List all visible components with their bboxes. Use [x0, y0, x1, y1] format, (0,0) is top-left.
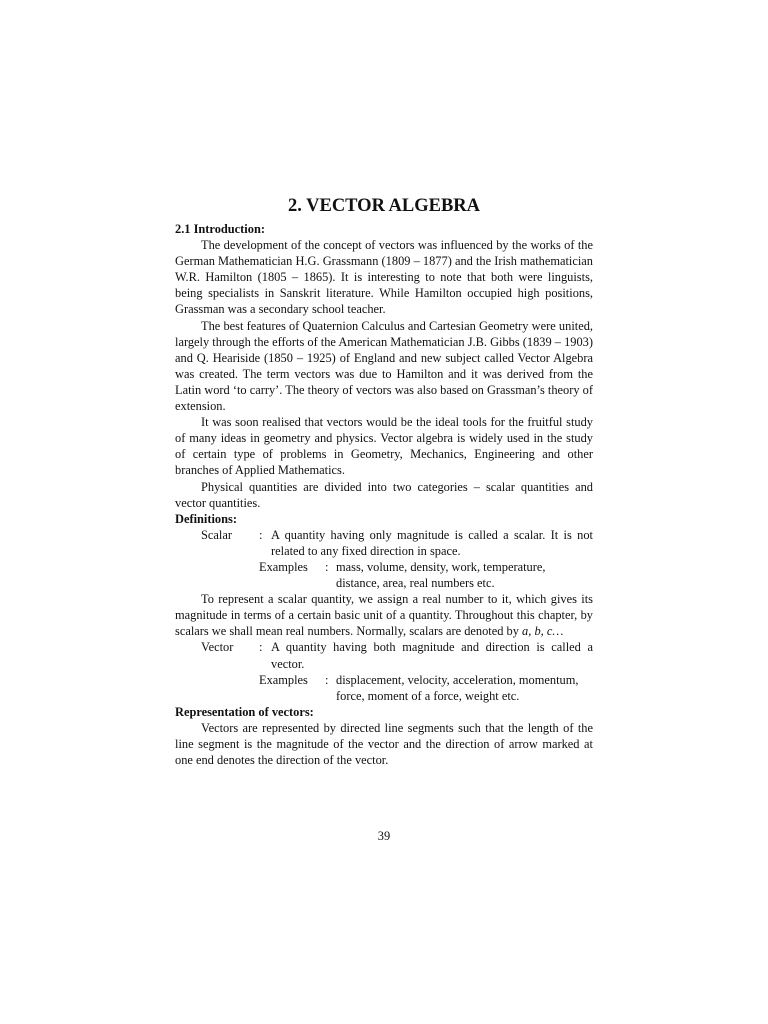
definition-separator: : — [259, 527, 263, 542]
scalar-paragraph-text: To represent a scalar quantity, we assign a real number to it, which gives its magnitude in terms of a certain basic unit of a quantity. Throughout this chapter, by scalars we shall mean real numbers. Normally, scalars are denoted by — [175, 592, 593, 639]
examples-vector — [259, 672, 593, 704]
examples-separator: : — [325, 672, 329, 687]
examples-line: displacement, velocity, acceleration, momentum, — [336, 672, 579, 687]
definition-scalar — [175, 527, 593, 559]
definition-text-scalar: A quantity having only magnitude is called a scalar. It is not related to any fixed direction in space. — [271, 527, 593, 558]
examples-text-scalar — [335, 559, 593, 591]
examples-label: Examples — [259, 672, 308, 687]
section-heading-introduction: 2.1 Introduction: — [175, 222, 265, 236]
definition-vector — [175, 639, 593, 671]
intro-paragraph-1: The development of the concept of vectors was influenced by the works of the German Mathematician H.G. Grassmann (1809 – 1877) and the Irish mathematician W.R. Hamilton (1805 – 1865). It is interesting to note that both were linguists, being specialists in Sanskrit literature. While Hamilton occupied high positions, Grassman was a secondary school teacher. — [175, 238, 593, 317]
section-heading-definitions: Definitions: — [175, 511, 237, 526]
examples-scalar — [259, 559, 593, 591]
intro-paragraph-3: It was soon realised that vectors would be the ideal tools for the fruitful study of many ideas in geometry and physics. Vector algebra is widely used in the study of certain type of problems in Geometry, Mechanics, Engineering and other branches of Applied Mathematics. — [175, 415, 593, 478]
section-heading-representation: Representation of vectors: — [175, 704, 314, 719]
examples-line: distance, area, real numbers etc. — [336, 576, 495, 591]
examples-line: mass, volume, density, work, temperature, — [336, 559, 546, 574]
page-body — [175, 194, 593, 768]
scalar-paragraph — [175, 591, 593, 639]
page-number: 39 — [377, 829, 391, 843]
intro-paragraph-4: Physical quantities are divided into two categories – scalar quantities and vector quantities. — [175, 479, 593, 510]
examples-label: Examples — [259, 559, 308, 574]
definition-term-scalar: Scalar — [201, 527, 232, 542]
examples-text-vector — [335, 672, 593, 704]
representation-paragraph: Vectors are represented by directed line segments such that the length of the line segment is the magnitude of the vector and the direction of arrow marked at one end denotes the direction of the vector. — [175, 720, 593, 768]
definition-text-vector: A quantity having both magnitude and direction is called a vector. — [271, 640, 593, 671]
definition-term-vector: Vector — [201, 640, 234, 655]
chapter-title: 2. VECTOR ALGEBRA — [287, 196, 481, 216]
examples-separator: : — [325, 559, 329, 574]
scalar-symbols: a, b, c… — [522, 624, 564, 639]
definition-separator: : — [259, 640, 263, 655]
examples-line: force, moment of a force, weight etc. — [336, 688, 520, 703]
intro-paragraph-2: The best features of Quaternion Calculus and Cartesian Geometry were united, largely through the efforts of the American Mathematician J.B. Gibbs (1839 – 1903) and Q. Heariside (1850 – 1925) of England and new subject called Vector Algebra was created. The term vectors was due to Hamilton and it was derived from the Latin word ‘to carry’. The theory of vectors was also based on Grassman’s theory of extension. — [175, 318, 593, 414]
